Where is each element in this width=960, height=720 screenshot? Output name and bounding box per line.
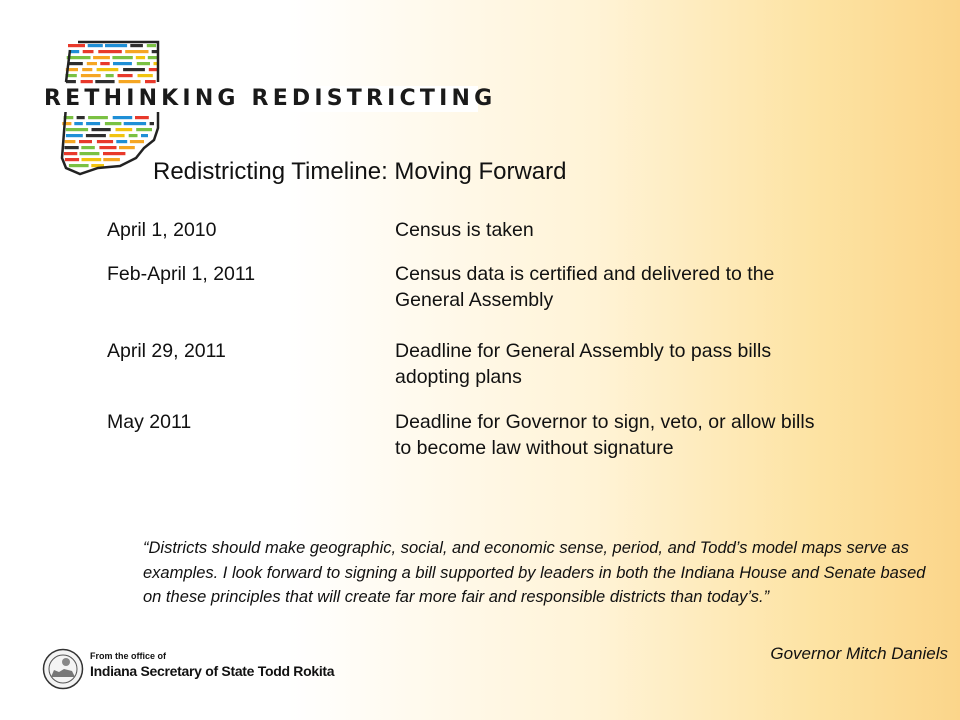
logo-stripe (149, 68, 158, 71)
logo-stripe (65, 158, 79, 161)
timeline-event: Census is taken (395, 219, 534, 241)
slide-title: Redistricting Timeline: Moving Forward (153, 158, 567, 185)
logo-stripe (80, 152, 100, 155)
logo-stripe (129, 134, 138, 137)
logo-stripe (141, 134, 148, 137)
timeline-date: May 2011 (107, 411, 192, 433)
logo-stripe (99, 146, 116, 149)
logo-stripe (119, 146, 135, 149)
timeline-date: April 1, 2010 (107, 219, 217, 241)
timeline-event: Census data is certified and delivered to the General Assembly (395, 263, 775, 311)
logo-stripe (112, 56, 132, 59)
logo-stripe (66, 134, 83, 137)
logo-stripe (97, 68, 119, 71)
logo-stripe (82, 158, 102, 161)
timeline-event: Deadline for General Assembly to pass bills adopting plans (395, 340, 772, 388)
logo-stripe (150, 122, 154, 125)
logo-stripe (88, 44, 103, 47)
logo-stripe (92, 128, 111, 131)
logo-stripe (65, 140, 76, 143)
logo-stripe (106, 74, 114, 77)
logo-stripe (123, 68, 145, 71)
logo-stripe (135, 116, 149, 119)
footer-office-name: Indiana Secretary of State Todd Rokita (90, 663, 335, 679)
logo-stripe (130, 140, 144, 143)
logo-stripe (74, 122, 83, 125)
logo-stripe (97, 140, 113, 143)
footer-from-label: From the office of (90, 651, 166, 661)
logo-stripe (105, 44, 127, 47)
logo-stripe (69, 164, 89, 167)
logo-stripe (136, 56, 145, 59)
logo-stripe (81, 80, 93, 83)
logo-stripe (100, 62, 109, 65)
indiana-state-seal-icon (42, 648, 84, 690)
logo-stripe (116, 140, 127, 143)
logo-stripe (113, 62, 132, 65)
quote-attribution: Governor Mitch Daniels (770, 644, 948, 663)
governor-quote: “Districts should make geographic, social, and economic sense, period, and Todd’s model maps serve as examples. I look forward to signing a bill supported by leaders in both the Indiana House and Senate based on these principles that will create far more fair and responsible districts than today’s.” (143, 539, 926, 606)
logo-stripe (86, 122, 100, 125)
logo-stripe (77, 116, 85, 119)
timeline-date: April 29, 2011 (107, 340, 226, 362)
logo-stripe (88, 116, 108, 119)
logo-stripe (86, 134, 106, 137)
logo-stripe (93, 56, 110, 59)
logo-stripe (64, 146, 78, 149)
logo-stripe (83, 50, 94, 53)
logo-stripe (124, 122, 146, 125)
logo-stripe (138, 74, 153, 77)
logo-stripe (81, 74, 101, 77)
logo-stripe (113, 116, 133, 119)
logo-stripe (81, 146, 95, 149)
logo-stripe (82, 68, 92, 71)
timeline-date: Feb-April 1, 2011 (107, 263, 256, 285)
logo-stripe (68, 44, 85, 47)
logo-stripe (95, 80, 114, 83)
logo-stripe (145, 80, 156, 83)
logo-stripe (79, 140, 92, 143)
logo-stripe (64, 152, 77, 155)
logo-stripe (147, 44, 156, 47)
logo-stripe (110, 134, 125, 137)
logo-stripe (105, 122, 122, 125)
logo-text: RETHINKING REDISTRICTING (44, 86, 497, 111)
logo-stripe (103, 158, 120, 161)
logo-stripe (103, 152, 125, 155)
logo-stripe (125, 50, 148, 53)
logo-stripe (130, 44, 143, 47)
logo-stripe (98, 50, 122, 53)
logo-stripe (118, 74, 133, 77)
logo-stripe (119, 80, 141, 83)
logo-stripe (148, 56, 158, 59)
timeline-event: Deadline for Governor to sign, veto, or allow bills to become law without signature (395, 411, 815, 459)
logo-stripe (68, 62, 82, 65)
logo-stripe (116, 128, 133, 131)
logo-stripe (66, 128, 88, 131)
logo-stripe (136, 128, 152, 131)
logo-stripe (137, 62, 150, 65)
logo-stripe (87, 62, 97, 65)
